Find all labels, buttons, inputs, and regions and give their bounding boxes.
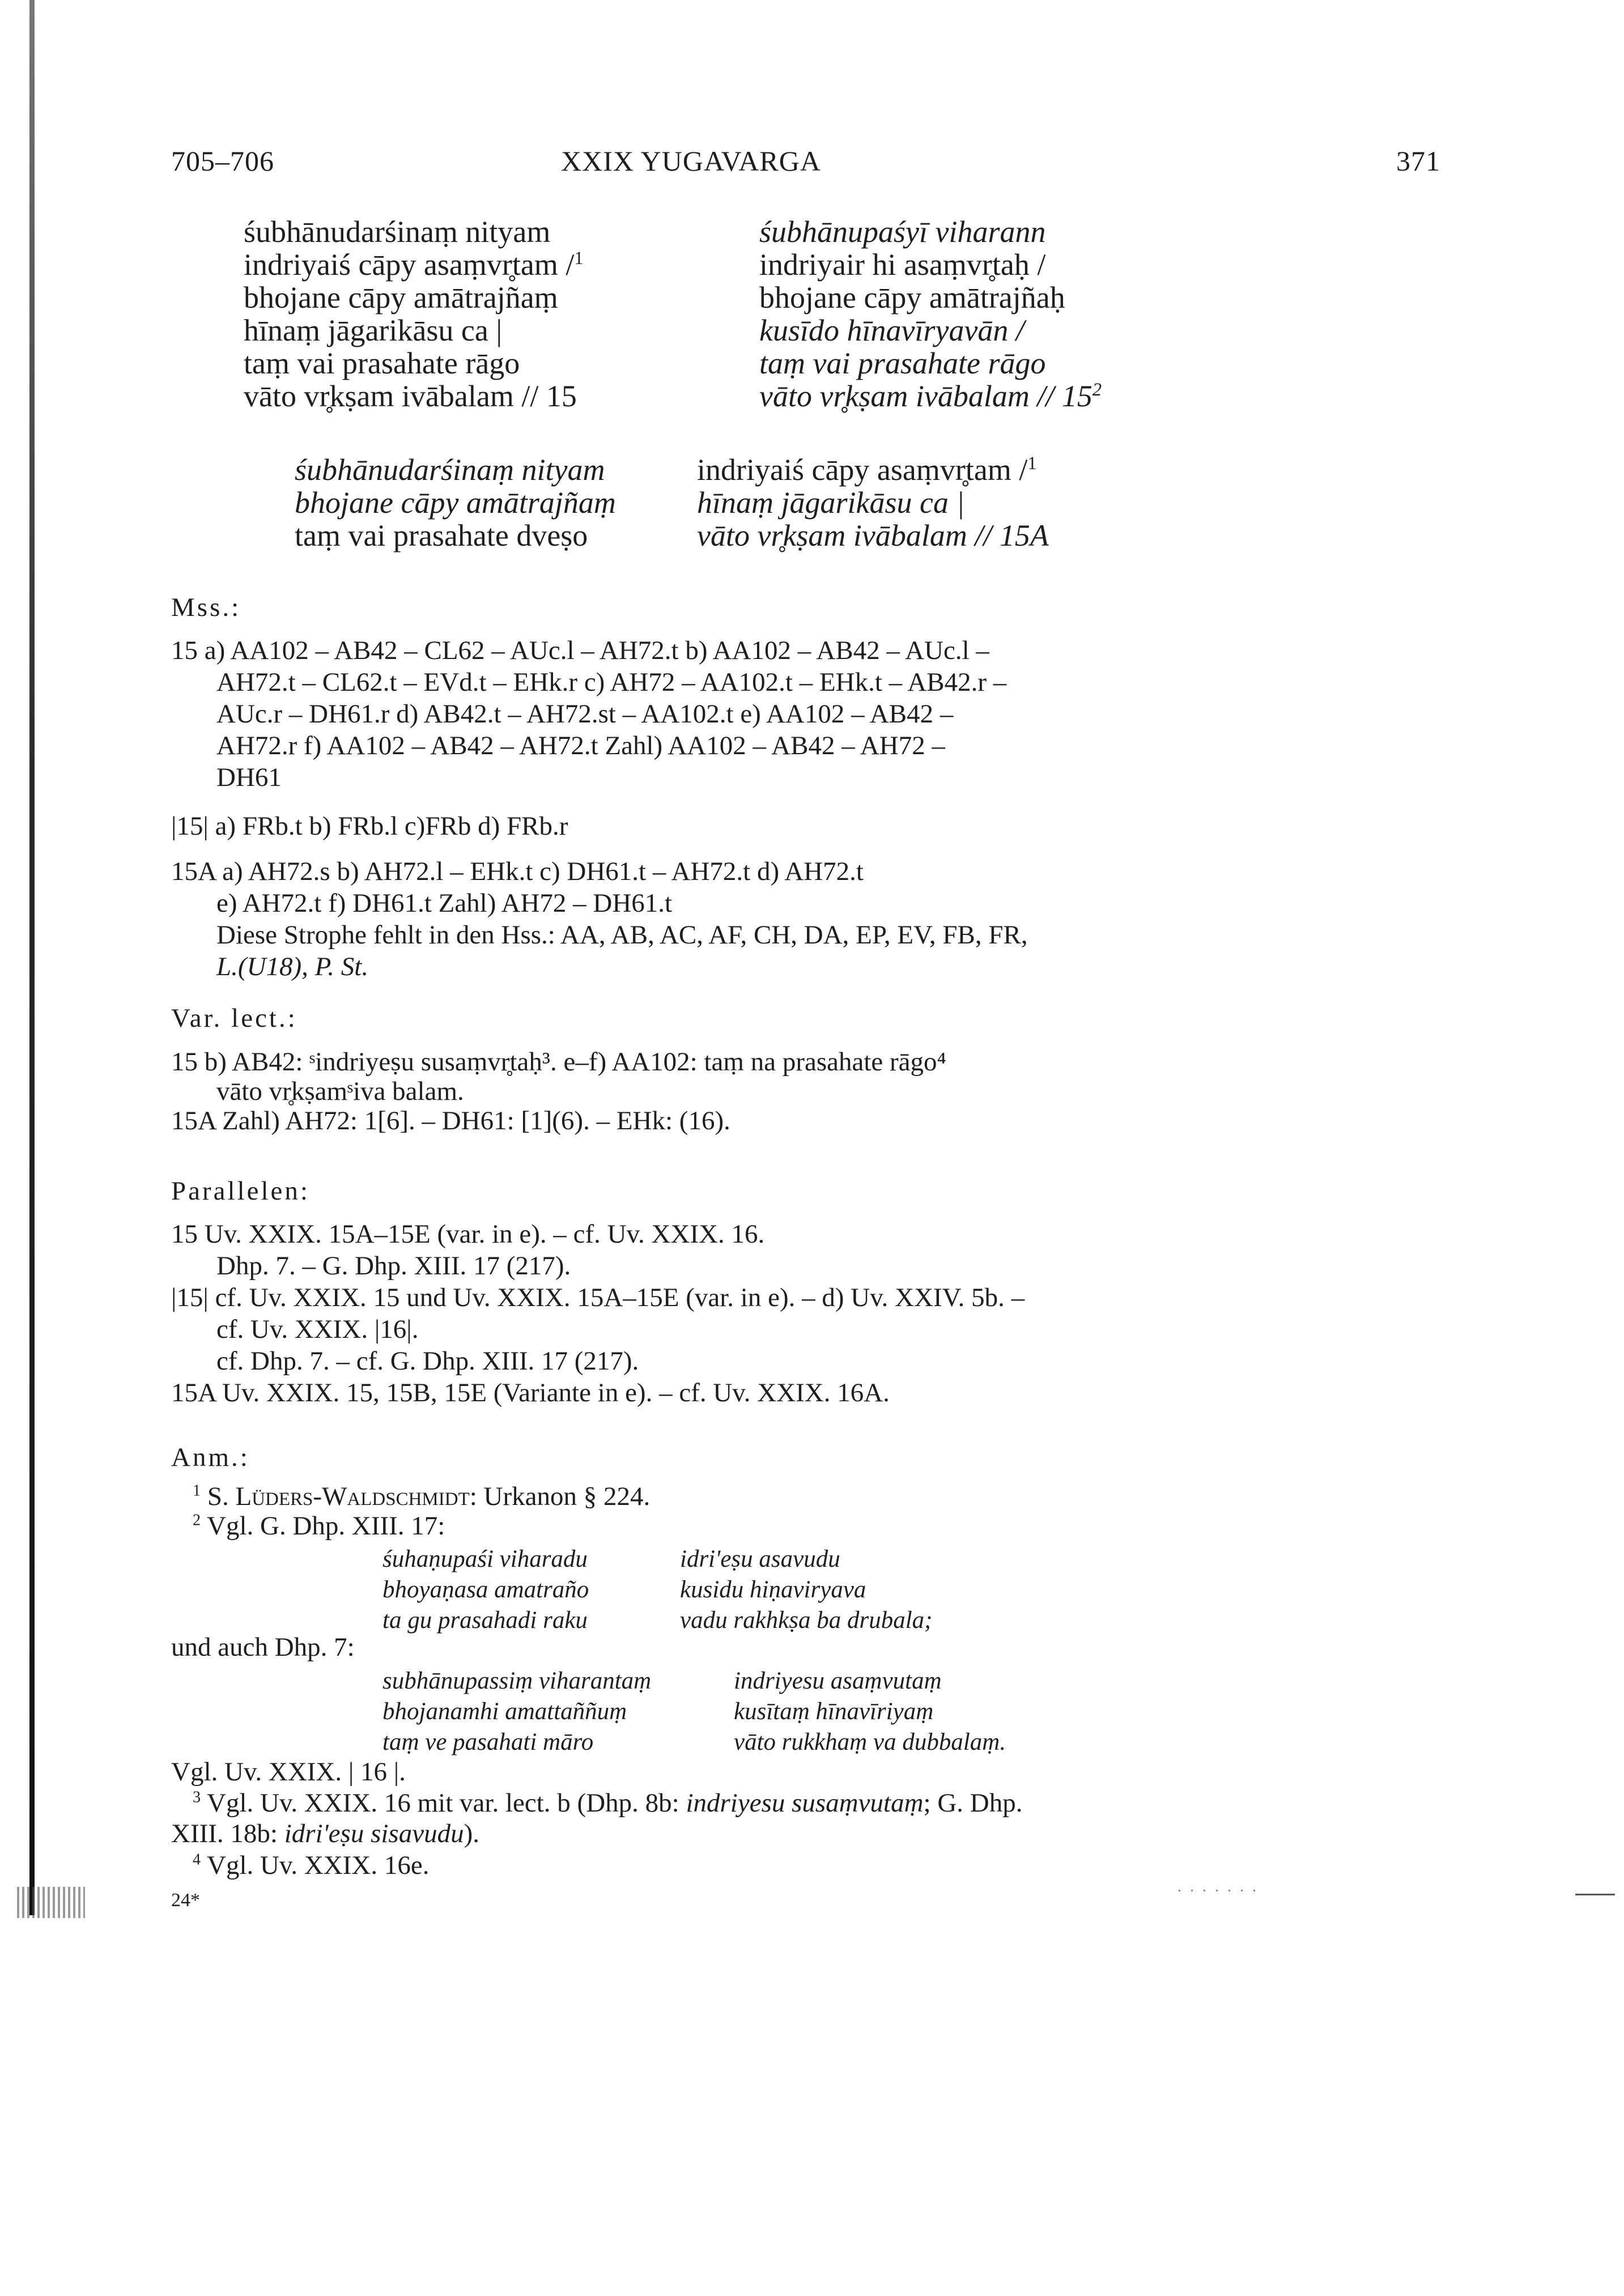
verse-15-sanskrit (244, 215, 584, 413)
mss-line: DH61 (216, 763, 282, 792)
verse-line: indriyaiś cāpy asaṃvr̥tam /$^1$ (697, 453, 1037, 487)
section-label-parallelen: Parallelen: (171, 1176, 310, 1206)
parallel-line: 15 Uv. XXIX. 15A–15E (var. in e). – cf. Uv. XXIX. 16. (171, 1219, 765, 1249)
quote-line: indriyesu asaṃvutaṃ (734, 1668, 942, 1694)
signature-mark: 24* (171, 1890, 200, 1911)
quote-line: vāto rukkhaṃ va dubbalaṃ. (734, 1729, 1006, 1755)
parallel-line: cf. Uv. XXIX. |16|. (216, 1315, 419, 1344)
mss-line: Diese Strophe fehlt in den Hss.: AA, AB, AC, AF, CH, DA, EP, EV, FB, FR, (216, 920, 1028, 950)
var-lect-line: 15A Zahl) AH72: 1[6]. – DH61: [1](6). – EHk: (16). (171, 1106, 730, 1136)
verse-line: kusīdo hīnavīryavān / (759, 313, 1024, 347)
scan-artifact-rule (1575, 1894, 1615, 1895)
verse-line: bhojane cāpy amātrajñaṃ (244, 280, 558, 314)
pali-quote-right (734, 1666, 1006, 1758)
verse-line: taṃ vai prasahate dveṣo (295, 518, 588, 552)
verse-15-variant (759, 215, 1102, 413)
section-label-anm: Anm.: (171, 1443, 250, 1472)
pali-quote-left (382, 1666, 651, 1758)
quote-line: ta gu prasahadi raku (382, 1607, 588, 1634)
mss-line: 15A a) AH72.s b) AH72.l – EHk.t c) DH61.t – AH72.t d) AH72.t (171, 857, 864, 886)
mss-line: L.(U18), P. St. (216, 952, 369, 981)
section-label-var-lect: Var. lect.: (171, 1004, 297, 1033)
verse-15a-left (295, 453, 616, 552)
verse-line: vāto vr̥kṣam ivābalam // 15A (697, 518, 1049, 552)
section-label-mss: Mss.: (171, 593, 241, 622)
book-spine-shadow (29, 0, 35, 1915)
quote-line: bhoyaṇasa amatraño (382, 1576, 589, 1603)
quote-line: kusītaṃ hīnavīriyaṃ (734, 1698, 934, 1725)
mss-block (171, 635, 1028, 983)
verse-line: hīnaṃ jāgarikāsu ca | (244, 313, 503, 347)
quote-line: vadu rakhkṣa ba drubala; (680, 1607, 933, 1634)
parallelen-block (171, 1218, 1024, 1409)
verse-line: śubhānudarśinaṃ nityam (295, 453, 605, 487)
parallel-line: cf. Dhp. 7. – cf. G. Dhp. XIII. 17 (217). (216, 1346, 639, 1376)
quote-line: śuhaṇupaśi viharadu (382, 1546, 588, 1572)
gandhari-quote-left (382, 1544, 589, 1636)
gandhari-quote-right (680, 1544, 932, 1636)
mss-line: AH72.t – CL62.t – EVd.t – EHk.r c) AH72 – AA102.t – EHk.t – AB42.r – (216, 667, 1007, 697)
quote-line: bhojanamhi amattaññuṃ (382, 1698, 627, 1725)
quote-line: idri'eṣu asavudu (680, 1546, 840, 1572)
vgl-reference: Vgl. Uv. XXIX. | 16 |. (171, 1757, 406, 1787)
footnote-3: $^3$ Vgl. Uv. XXIX. 16 mit var. lect. b (Dhp. 8b: indriyesu susaṃvutaṃ; G. Dhp. XIII. 18b: idri'eṣu sisavudu). (171, 1788, 1023, 1848)
quote-line: subhānupassiṃ viharantaṃ (382, 1668, 652, 1694)
verse-line: taṃ vai prasahate rāgo (759, 346, 1046, 380)
page-number: 371 (1396, 145, 1440, 177)
parallel-line: 15A Uv. XXIX. 15, 15B, 15E (Variante in e). – cf. Uv. XXIX. 16A. (171, 1378, 890, 1408)
verse-line: bhojane cāpy amātrajñaḥ (759, 280, 1065, 314)
und-auch: und auch Dhp. 7: (171, 1632, 355, 1662)
var-lect-block (171, 1047, 946, 1136)
verse-line: śubhānupaśyī viharann (759, 215, 1046, 249)
parallel-line: Dhp. 7. – G. Dhp. XIII. 17 (217). (216, 1251, 571, 1281)
page-range: 705–706 (171, 145, 274, 177)
verse-line: bhojane cāpy amātrajñaṃ (295, 486, 616, 520)
footnote-1: $^1$ S. Lüders-Waldschmidt: Urkanon § 224. (193, 1482, 651, 1511)
mss-line: 15 a) AA102 – AB42 – CL62 – AUc.l – AH72.t b) AA102 – AB42 – AUc.l – (171, 636, 989, 665)
quote-line: kusidu hiṇaviryava (680, 1576, 866, 1603)
verse-15a-right (697, 453, 1049, 552)
mss-line: AUc.r – DH61.r d) AB42.t – AH72.st – AA102.t e) AA102 – AB42 – (216, 699, 954, 729)
verse-line: hīnaṃ jāgarikāsu ca | (697, 486, 965, 520)
verse-line: vāto vr̥kṣam ivābalam // $15^2$ (759, 379, 1102, 413)
scan-artifact (17, 1887, 85, 1918)
verse-line: taṃ vai prasahate rāgo (244, 346, 520, 380)
verse-line: śubhānudarśinaṃ nityam (244, 215, 551, 249)
verse-line: indriyair hi asaṃvr̥taḥ / (759, 248, 1046, 282)
verse-line: indriyaiś cāpy asaṃvr̥tam /$^1$ (244, 248, 584, 282)
running-title: XXIX YUGAVARGA (561, 145, 821, 177)
verse-line: vāto vr̥kṣam ivābalam // 15 (244, 379, 577, 413)
var-lect-line: 15 b) AB42: ˢindriyeṣu susaṃvr̥taḥ³. e–f) AA102: taṃ na prasahate rāgo⁴ (171, 1047, 946, 1077)
parallel-line: |15| cf. Uv. XXIX. 15 und Uv. XXIX. 15A–15E (var. in e). – d) Uv. XXIV. 5b. – (171, 1283, 1025, 1312)
footnote-2: $^2$ Vgl. G. Dhp. XIII. 17: (193, 1511, 445, 1541)
mss-line: AH72.r f) AA102 – AB42 – AH72.t Zahl) AA102 – AB42 – AH72 – (216, 731, 945, 760)
var-lect-line: vāto vr̥kṣamˢiva balam. (216, 1077, 464, 1106)
mss-line: e) AH72.t f) DH61.t Zahl) AH72 – DH61.t (216, 888, 673, 918)
scan-artifact-dots (1179, 1890, 1258, 1891)
quote-line: taṃ ve pasahati māro (382, 1729, 594, 1755)
mss-line: |15| a) FRb.t b) FRb.l c)FRb d) FRb.r (171, 811, 568, 841)
footnote-4: $^4$ Vgl. Uv. XXIX. 16e. (193, 1851, 430, 1880)
